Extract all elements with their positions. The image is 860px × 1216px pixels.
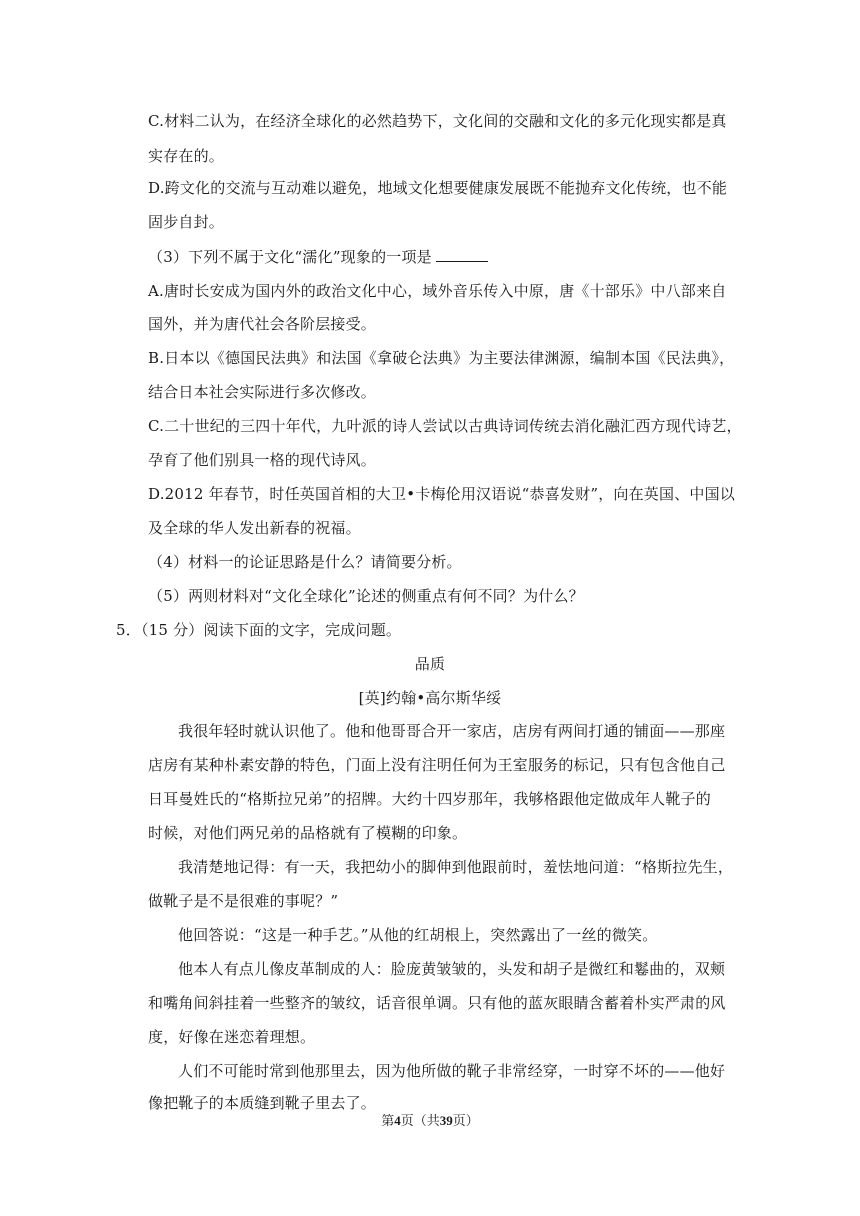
q3-option-b-line-1: B.日本以《德国民法典》和法国《拿破仑法典》为主要法律渊源，编制本国《民法典》，	[148, 349, 735, 367]
option-c-line-2: 实存在的。	[148, 147, 225, 165]
section-5-heading: 5．（15 分）阅读下面的文字，完成问题。	[116, 621, 402, 639]
paragraph-5-line-1: 人们不可能时常到他那里去，因为他所做的靴子非常经穿，一时穿不坏的——他好	[178, 1062, 726, 1080]
q3-option-a-line-2: 国外，并为唐代社会各阶层接受。	[148, 315, 377, 333]
option-c-line-1: C.材料二认为，在经济全球化的必然趋势下，文化间的交融和文化的多元化现实都是真	[148, 112, 727, 130]
paragraph-2-line-2: 做靴子是不是很难的事呢？”	[148, 892, 339, 910]
question-5: （5）两则材料对“文化全球化”论述的侧重点有何不同？为什么？	[148, 587, 584, 605]
footer-suffix: 页）	[452, 1114, 479, 1129]
current-page-number: 4	[394, 1113, 401, 1128]
option-d-line-2: 固步自封。	[148, 213, 225, 231]
paragraph-1-line-1: 我很年轻时就认识他了。他和他哥哥合开一家店，店房有两间打通的铺面——那座	[178, 722, 726, 740]
paragraph-5-line-2: 像把靴子的本质缝到靴子里去了。	[148, 1094, 377, 1112]
paragraph-1-line-4: 时候，对他们两兄弟的品格就有了模糊的印象。	[148, 824, 468, 842]
paragraph-1-line-3: 日耳曼姓氏的“格斯拉兄弟”的招牌。大约十四岁那年，我够格跟他定做成年人靴子的	[148, 790, 711, 808]
passage-author: [英]约翰•高尔斯华绥	[358, 689, 502, 707]
paragraph-4-line-1: 他本人有点儿像皮革制成的人：脸庞黄皱皱的，头发和胡子是微红和鬈曲的，双颊	[178, 960, 726, 978]
question-3-wrapper	[148, 246, 488, 268]
footer-mid: 页（共	[400, 1114, 440, 1129]
paragraph-2-line-1: 我清楚地记得：有一天，我把幼小的脚伸到他跟前时，羞怯地问道：“格斯拉先生，	[178, 858, 734, 876]
question-4: （4）材料一的论证思路是什么？请简要分析。	[148, 553, 462, 571]
q3-option-c-line-1: C.二十世纪的三四十年代，九叶派的诗人尝试以古典诗词传统去消化融汇西方现代诗艺，	[148, 417, 742, 435]
q3-option-c-line-2: 孕育了他们别具一格的现代诗风。	[148, 451, 377, 469]
option-d-line-1: D.跨文化的交流与互动难以避免，地域文化想要健康发展既不能抛弃文化传统，也不能	[148, 179, 728, 197]
q3-option-a-line-1: A.唐时长安成为国内外的政治文化中心，域外音乐传入中原，唐《十部乐》中八部来自	[148, 282, 727, 300]
passage-title: 品质	[414, 655, 446, 673]
paragraph-3-line-1: 他回答说：“这是一种手艺。”从他的红胡根上，突然露出了一丝的微笑。	[178, 926, 658, 944]
page-footer	[0, 1112, 860, 1131]
q3-option-b-line-2: 结合日本社会实际进行多次修改。	[148, 383, 377, 401]
footer-prefix: 第	[381, 1114, 395, 1129]
total-pages-number: 39	[439, 1113, 453, 1128]
paragraph-4-line-2: 和嘴角间斜挂着一些整齐的皱纹，话音很单调。只有他的蓝灰眼睛含蓄着朴实严肃的风	[148, 994, 726, 1012]
q3-option-d-line-2: 及全球的华人发出新春的祝福。	[148, 519, 361, 537]
q3-option-d-line-1: D.2012 年春节，时任英国首相的大卫•卡梅伦用汉语说“恭喜发财”，向在英国、中国以	[148, 485, 735, 503]
answer-blank	[436, 247, 488, 262]
paragraph-4-line-3: 度，好像在迷恋着理想。	[148, 1028, 316, 1046]
paragraph-1-line-2: 店房有某种朴素安静的特色，门面上没有注明任何为王室服务的标记，只有包含他自己	[148, 756, 726, 774]
question-3-text: （3）下列不属于文化“濡化”现象的一项是	[148, 248, 432, 266]
